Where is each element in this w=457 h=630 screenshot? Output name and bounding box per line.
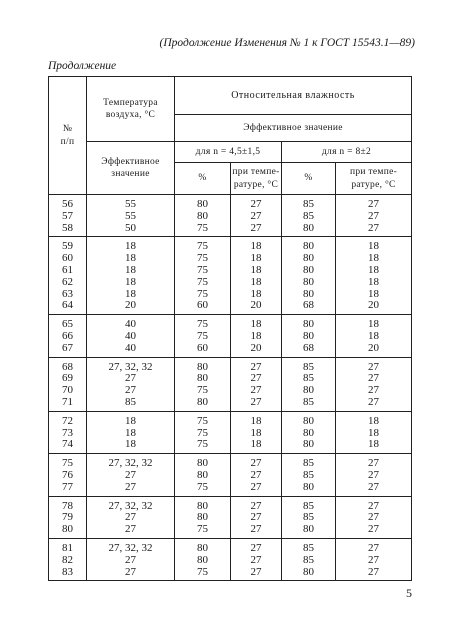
row-number-cell: 76 [49, 470, 87, 482]
table-row [49, 385, 412, 397]
humidity-percent-2-cell: 85 [282, 211, 336, 223]
table-row [49, 512, 412, 524]
air-temperature-cell: 27 [87, 385, 175, 397]
humidity-percent-1-cell: 75 [175, 439, 231, 453]
row-number-cell: 79 [49, 512, 87, 524]
table-row [49, 195, 412, 211]
row-number-cell: 77 [49, 482, 87, 496]
humidity-temperature-1-cell: 18 [231, 265, 282, 277]
humidity-percent-1-cell: 75 [175, 237, 231, 253]
humidity-percent-2-cell: 85 [282, 397, 336, 411]
humidity-temperature-2-cell: 18 [336, 265, 412, 277]
humidity-percent-2-cell: 85 [282, 195, 336, 211]
humidity-temperature-2-cell: 18 [336, 411, 412, 427]
humidity-temperature-1-cell: 27 [231, 512, 282, 524]
table-row [49, 428, 412, 440]
humidity-temperature-1-cell: 27 [231, 454, 282, 470]
air-temperature-cell: 27 [87, 482, 175, 496]
humidity-temperature-1-cell: 18 [231, 237, 282, 253]
air-temperature-cell: 40 [87, 343, 175, 357]
humidity-temperature-2-cell: 27 [336, 482, 412, 496]
humidity-percent-2-cell: 68 [282, 300, 336, 314]
humidity-percent-1-cell: 75 [175, 265, 231, 277]
humidity-percent-1-cell: 75 [175, 524, 231, 538]
row-number-cell: 81 [49, 538, 87, 554]
row-number-cell: 69 [49, 373, 87, 385]
humidity-percent-1-cell: 75 [175, 428, 231, 440]
header-n-4-5: для n = 4,5±1,5 [175, 142, 282, 163]
humidity-percent-2-cell: 80 [282, 331, 336, 343]
humidity-temperature-2-cell: 27 [336, 223, 412, 237]
header-air-temperature: Температура воздуха, °С [87, 77, 175, 142]
row-number-cell: 60 [49, 253, 87, 265]
humidity-percent-1-cell: 75 [175, 482, 231, 496]
table-row [49, 373, 412, 385]
row-number-cell: 66 [49, 331, 87, 343]
humidity-percent-2-cell: 80 [282, 428, 336, 440]
table-row [49, 211, 412, 223]
humidity-temperature-2-cell: 27 [336, 385, 412, 397]
table-row [49, 265, 412, 277]
air-temperature-cell: 18 [87, 289, 175, 301]
humidity-percent-2-cell: 85 [282, 512, 336, 524]
row-number-cell: 61 [49, 265, 87, 277]
table-row [49, 343, 412, 357]
humidity-temperature-2-cell: 27 [336, 397, 412, 411]
air-temperature-cell: 55 [87, 195, 175, 211]
row-number-cell: 74 [49, 439, 87, 453]
humidity-percent-1-cell: 75 [175, 385, 231, 397]
humidity-temperature-1-cell: 27 [231, 524, 282, 538]
table-row [49, 496, 412, 512]
humidity-percent-1-cell: 75 [175, 277, 231, 289]
row-number-cell: 78 [49, 496, 87, 512]
humidity-percent-2-cell: 80 [282, 223, 336, 237]
row-number-cell: 57 [49, 211, 87, 223]
humidity-temperature-2-cell: 18 [336, 428, 412, 440]
table-row [49, 439, 412, 453]
table-row [49, 454, 412, 470]
air-temperature-cell: 55 [87, 211, 175, 223]
humidity-temperature-2-cell: 18 [336, 439, 412, 453]
air-temperature-cell: 18 [87, 411, 175, 427]
table-row [49, 524, 412, 538]
header-n-8: для n = 8±2 [282, 142, 412, 163]
humidity-temperature-2-cell: 18 [336, 277, 412, 289]
table-row [49, 315, 412, 331]
air-temperature-cell: 27 [87, 512, 175, 524]
row-number-cell: 80 [49, 524, 87, 538]
air-temperature-cell: 40 [87, 331, 175, 343]
humidity-percent-1-cell: 60 [175, 343, 231, 357]
air-temperature-cell: 18 [87, 277, 175, 289]
header-relative-humidity: Относительная влажность [175, 77, 412, 115]
humidity-temperature-1-cell: 18 [231, 331, 282, 343]
humidity-percent-2-cell: 80 [282, 277, 336, 289]
header-at-temperature-1: при темпе- ратуре, °С [231, 163, 282, 195]
humidity-percent-1-cell: 75 [175, 223, 231, 237]
humidity-percent-2-cell: 85 [282, 373, 336, 385]
humidity-percent-1-cell: 80 [175, 195, 231, 211]
table-row [49, 482, 412, 496]
humidity-temperature-2-cell: 18 [336, 253, 412, 265]
humidity-temperature-1-cell: 18 [231, 277, 282, 289]
table-row [49, 567, 412, 581]
humidity-temperature-2-cell: 27 [336, 373, 412, 385]
humidity-temperature-1-cell: 27 [231, 195, 282, 211]
humidity-percent-1-cell: 80 [175, 397, 231, 411]
humidity-percent-2-cell: 85 [282, 470, 336, 482]
humidity-temperature-1-cell: 18 [231, 315, 282, 331]
row-number-cell: 75 [49, 454, 87, 470]
table-row [49, 411, 412, 427]
header-percent-1: % [175, 163, 231, 195]
table-body [49, 195, 412, 581]
humidity-percent-1-cell: 80 [175, 373, 231, 385]
air-temperature-cell: 20 [87, 300, 175, 314]
humidity-percent-1-cell: 75 [175, 567, 231, 581]
humidity-percent-2-cell: 80 [282, 482, 336, 496]
humidity-temperature-2-cell: 18 [336, 331, 412, 343]
humidity-percent-1-cell: 75 [175, 331, 231, 343]
humidity-temperature-1-cell: 27 [231, 211, 282, 223]
humidity-percent-1-cell: 80 [175, 555, 231, 567]
humidity-percent-1-cell: 80 [175, 512, 231, 524]
air-temperature-cell: 40 [87, 315, 175, 331]
humidity-percent-1-cell: 80 [175, 470, 231, 482]
humidity-percent-1-cell: 75 [175, 411, 231, 427]
humidity-temperature-2-cell: 18 [336, 289, 412, 301]
humidity-temperature-1-cell: 27 [231, 538, 282, 554]
table-row [49, 331, 412, 343]
table-row [49, 555, 412, 567]
air-temperature-cell: 27 [87, 470, 175, 482]
humidity-percent-2-cell: 80 [282, 524, 336, 538]
table-row [49, 277, 412, 289]
humidity-temperature-1-cell: 27 [231, 567, 282, 581]
row-number-cell: 70 [49, 385, 87, 397]
humidity-temperature-2-cell: 27 [336, 470, 412, 482]
table-row [49, 357, 412, 373]
humidity-temperature-1-cell: 27 [231, 373, 282, 385]
data-table [48, 76, 412, 581]
table-row [49, 237, 412, 253]
row-number-cell: 58 [49, 223, 87, 237]
air-temperature-cell: 27, 32, 32 [87, 496, 175, 512]
table-row [49, 223, 412, 237]
humidity-percent-2-cell: 80 [282, 289, 336, 301]
humidity-temperature-1-cell: 27 [231, 357, 282, 373]
air-temperature-cell: 18 [87, 439, 175, 453]
air-temperature-cell: 27 [87, 373, 175, 385]
humidity-temperature-1-cell: 27 [231, 397, 282, 411]
table-row [49, 289, 412, 301]
header-humidity-effective: Эффективное значение [175, 115, 412, 142]
humidity-temperature-1-cell: 27 [231, 385, 282, 397]
humidity-percent-2-cell: 80 [282, 411, 336, 427]
humidity-temperature-1-cell: 18 [231, 439, 282, 453]
humidity-temperature-2-cell: 27 [336, 195, 412, 211]
row-number-cell: 64 [49, 300, 87, 314]
air-temperature-cell: 18 [87, 237, 175, 253]
humidity-percent-1-cell: 80 [175, 357, 231, 373]
row-number-cell: 67 [49, 343, 87, 357]
air-temperature-cell: 27 [87, 567, 175, 581]
header-at-temperature-2: при темпе- ратуре, °С [336, 163, 412, 195]
humidity-temperature-2-cell: 27 [336, 512, 412, 524]
humidity-temperature-2-cell: 27 [336, 538, 412, 554]
humidity-temperature-1-cell: 18 [231, 428, 282, 440]
humidity-percent-2-cell: 80 [282, 265, 336, 277]
humidity-percent-2-cell: 85 [282, 357, 336, 373]
humidity-percent-1-cell: 60 [175, 300, 231, 314]
humidity-temperature-2-cell: 27 [336, 567, 412, 581]
row-number-cell: 82 [49, 555, 87, 567]
continuation-label: Продолжение [48, 60, 117, 72]
air-temperature-cell: 85 [87, 397, 175, 411]
row-number-cell: 56 [49, 195, 87, 211]
header-air-effective-value: Эффективное значение [87, 142, 175, 195]
humidity-temperature-2-cell: 27 [336, 211, 412, 223]
air-temperature-cell: 27 [87, 524, 175, 538]
humidity-percent-2-cell: 85 [282, 454, 336, 470]
humidity-percent-1-cell: 80 [175, 211, 231, 223]
air-temperature-cell: 27, 32, 32 [87, 538, 175, 554]
air-temperature-cell: 27, 32, 32 [87, 357, 175, 373]
humidity-percent-1-cell: 80 [175, 538, 231, 554]
row-number-cell: 62 [49, 277, 87, 289]
row-number-cell: 71 [49, 397, 87, 411]
row-number-cell: 65 [49, 315, 87, 331]
row-number-cell: 73 [49, 428, 87, 440]
humidity-percent-1-cell: 80 [175, 496, 231, 512]
humidity-temperature-2-cell: 27 [336, 454, 412, 470]
table-row [49, 300, 412, 314]
humidity-percent-2-cell: 80 [282, 385, 336, 397]
air-temperature-cell: 50 [87, 223, 175, 237]
humidity-percent-1-cell: 80 [175, 454, 231, 470]
humidity-percent-2-cell: 85 [282, 555, 336, 567]
row-number-cell: 63 [49, 289, 87, 301]
humidity-temperature-2-cell: 27 [336, 524, 412, 538]
row-number-cell: 59 [49, 237, 87, 253]
air-temperature-cell: 18 [87, 253, 175, 265]
row-number-cell: 83 [49, 567, 87, 581]
humidity-percent-2-cell: 80 [282, 439, 336, 453]
air-temperature-cell: 18 [87, 265, 175, 277]
air-temperature-cell: 18 [87, 428, 175, 440]
running-head: (Продолжение Изменения № 1 к ГОСТ 15543.1—89) [159, 37, 415, 49]
humidity-temperature-1-cell: 27 [231, 496, 282, 512]
page-number: 5 [406, 586, 412, 600]
humidity-temperature-1-cell: 27 [231, 223, 282, 237]
humidity-temperature-2-cell: 27 [336, 496, 412, 512]
humidity-percent-1-cell: 75 [175, 253, 231, 265]
humidity-temperature-1-cell: 20 [231, 300, 282, 314]
header-row-number: № п/п [49, 77, 87, 195]
humidity-temperature-2-cell: 20 [336, 343, 412, 357]
humidity-temperature-1-cell: 18 [231, 253, 282, 265]
humidity-temperature-1-cell: 27 [231, 555, 282, 567]
humidity-temperature-1-cell: 20 [231, 343, 282, 357]
humidity-temperature-1-cell: 18 [231, 289, 282, 301]
humidity-temperature-2-cell: 20 [336, 300, 412, 314]
humidity-temperature-2-cell: 18 [336, 237, 412, 253]
row-number-cell: 68 [49, 357, 87, 373]
humidity-percent-1-cell: 75 [175, 315, 231, 331]
table-row [49, 538, 412, 554]
table-row [49, 470, 412, 482]
table-row [49, 397, 412, 411]
header-percent-2: % [282, 163, 336, 195]
table-row [49, 253, 412, 265]
air-temperature-cell: 27, 32, 32 [87, 454, 175, 470]
humidity-temperature-2-cell: 27 [336, 555, 412, 567]
humidity-percent-2-cell: 85 [282, 496, 336, 512]
air-temperature-cell: 27 [87, 555, 175, 567]
row-number-cell: 72 [49, 411, 87, 427]
humidity-percent-2-cell: 80 [282, 237, 336, 253]
humidity-percent-2-cell: 68 [282, 343, 336, 357]
humidity-percent-1-cell: 75 [175, 289, 231, 301]
humidity-temperature-2-cell: 27 [336, 357, 412, 373]
humidity-temperature-2-cell: 18 [336, 315, 412, 331]
humidity-temperature-1-cell: 18 [231, 411, 282, 427]
humidity-temperature-1-cell: 27 [231, 470, 282, 482]
humidity-percent-2-cell: 80 [282, 567, 336, 581]
humidity-temperature-1-cell: 27 [231, 482, 282, 496]
humidity-percent-2-cell: 85 [282, 538, 336, 554]
humidity-percent-2-cell: 80 [282, 253, 336, 265]
humidity-percent-2-cell: 80 [282, 315, 336, 331]
